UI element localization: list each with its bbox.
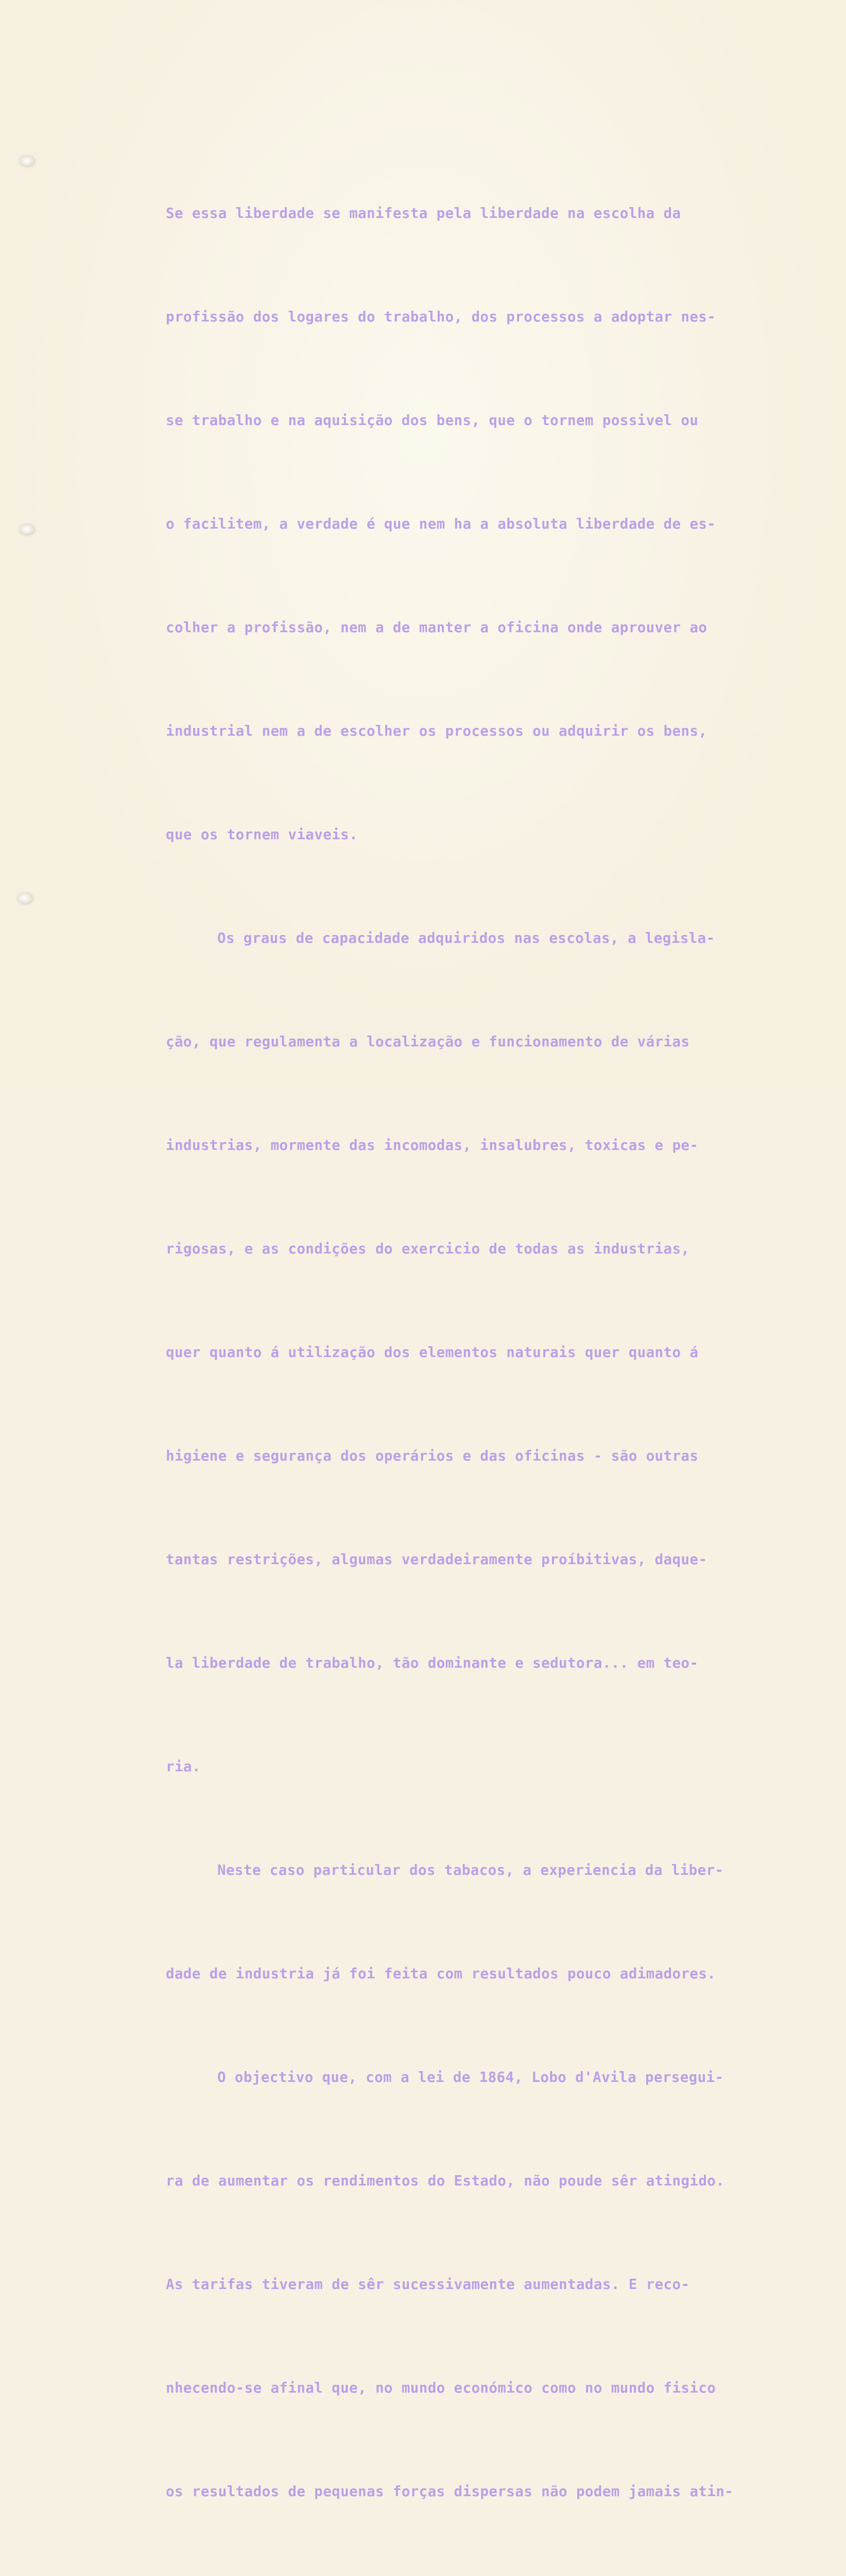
text-line-paragraph-start: Os graus de capacidade adquiridos nas escolas, a legisla-	[217, 930, 715, 946]
text-line: profissão dos logares do trabalho, dos processos a adoptar nes-	[166, 309, 716, 325]
text-line: industrias, mormente das incomodas, insalubres, toxicas e pe-	[166, 1137, 699, 1154]
punch-hole	[20, 156, 35, 167]
punch-hole	[18, 893, 33, 904]
text-line: ria.	[166, 1758, 201, 1775]
text-line: se trabalho e na aquisição dos bens, que o tornem possivel ou	[166, 412, 699, 429]
text-line: tantas restrições, algumas verdadeiramente proíbitivas, daque-	[166, 1551, 707, 1568]
typed-text-body	[166, 127, 835, 2576]
text-line: industrial nem a de escolher os processos ou adquirir os bens,	[166, 723, 707, 739]
punch-hole	[20, 524, 35, 535]
text-line: higiene e segurança dos operários e das oficinas - são outras	[166, 1448, 699, 1464]
text-line-paragraph-start: As tarifas tiveram de sêr sucessivamente aumentadas. E reco-	[166, 2276, 690, 2293]
text-line-paragraph-start: Neste caso particular dos tabacos, a experiencia da liber-	[217, 1862, 724, 1878]
text-line: rigosas, e as condições do exercicio de todas as industrias,	[166, 1241, 690, 1257]
text-line: dade de industria já foi feita com resultados pouco adimadores.	[166, 1965, 716, 1982]
text-line: que os tornem viaveis.	[166, 826, 358, 843]
text-line: ção, que regulamenta a localização e funcionamento de várias	[166, 1033, 690, 1050]
text-line: Se essa liberdade se manifesta pela liberdade na escolha da	[166, 205, 681, 222]
text-line: nhecendo-se afinal que, no mundo económico como no mundo fisico	[166, 2380, 716, 2396]
text-line: os resultados de pequenas forças dispersas não podem jamais atin-	[166, 2483, 734, 2500]
text-line: quer quanto á utilização dos elementos naturais quer quanto á	[166, 1344, 699, 1361]
text-line: o facilitem, a verdade é que nem ha a absoluta liberdade de es-	[166, 516, 716, 532]
text-line-paragraph-start: O objectivo que, com a lei de 1864, Lobo d'Avila persegui-	[217, 2069, 724, 2086]
text-line: colher a profissão, nem a de manter a oficina onde aprouver ao	[166, 619, 707, 636]
text-line: ra de aumentar os rendimentos do Estado, não poude sêr atingido.	[166, 2173, 725, 2189]
text-line: la liberdade de trabalho, tão dominante e sedutora... em teo-	[166, 1655, 699, 1671]
